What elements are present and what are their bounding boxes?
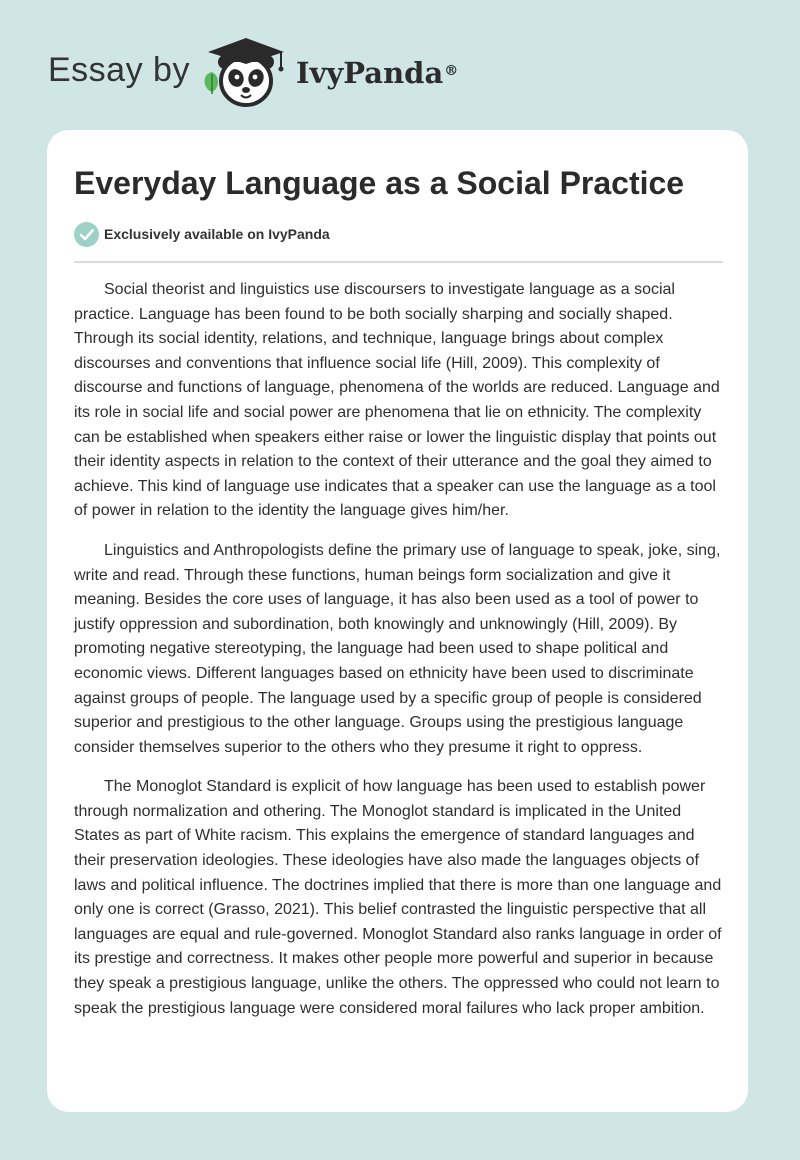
paragraph: The Monoglot Standard is explicit of how language has been used to establish power through normalization and othering. The Monoglot standard is implicated in the United States as part of White racism. This explains the emergence of standard languages and their preservation ideologies. These ideologies have also made the languages objects of laws and political influence. The doctrines implied that there is more than one language and only one is correct (Grasso, 2021). This belief contrasted the linguistic perspective that all languages are equal and rule-governed. Monoglot Standard also ranks language in order of its prestige and correctness. It makes other people more powerful and superior in because they speak a prestigious language, unlike the others. The oppressed who could not learn to speak the prestigious language were considered moral failures who lack proper ambition. [74, 778, 722, 1017]
paragraph: Linguistics and Anthropologists define the primary use of language to speak, joke, sing, write and read. Through these functions, human beings form socialization and give it meaning. Besides the core uses of language, it has also been used as a tool of power to justify oppression and subordination, both knowingly and unknowingly (Hill, 2009). By promoting negative stereotyping, the language had been used to shape political and economic views. Different languages based on ethnicity have been used to discriminate against groups of people. The language used by a specific group of people is considered superior and prestigious to the other language. Groups using the prestigious language consider themselves superior to the others who they presume it right to oppress. [74, 541, 721, 756]
paragraph: Social theorist and linguistics use discoursers to investigate language as a social practice. Language has been found to be both socially sharping and socially shaped. Through its social identity, relations, and technique, language brings about complex discourses and conventions that influence social life (Hill, 2009). This complexity of discourse and functions of language, phenomena of the worlds are reduced. Language and its role in social life and social power are phenomena that lie on ethnicity. The complexity can be established when speakers either raise or lower the linguistic display that points out their identity aspects in relation to the context of their utterance and the goal they aimed to achieve. This kind of language use indicates that a speaker can use the language as a tool of power in relation to the identity the language gives him/her. [74, 281, 720, 520]
check-circle-icon [74, 222, 99, 247]
essay-title: Everyday Language as a Social Practice [74, 165, 685, 201]
essay-card [47, 130, 748, 1112]
brand-name[interactable] [296, 55, 458, 91]
exclusive-badge [74, 221, 330, 247]
title-divider [74, 261, 723, 263]
brand-name-text: IvyPanda [296, 56, 444, 90]
exclusive-badge-label: Exclusively available on IvyPanda [104, 226, 330, 242]
registered-mark: ® [444, 63, 459, 79]
site-header [0, 0, 800, 128]
essay-body [74, 278, 725, 1036]
essay-by-label: Essay by [48, 51, 190, 89]
panda-graduate-icon[interactable] [198, 34, 294, 110]
